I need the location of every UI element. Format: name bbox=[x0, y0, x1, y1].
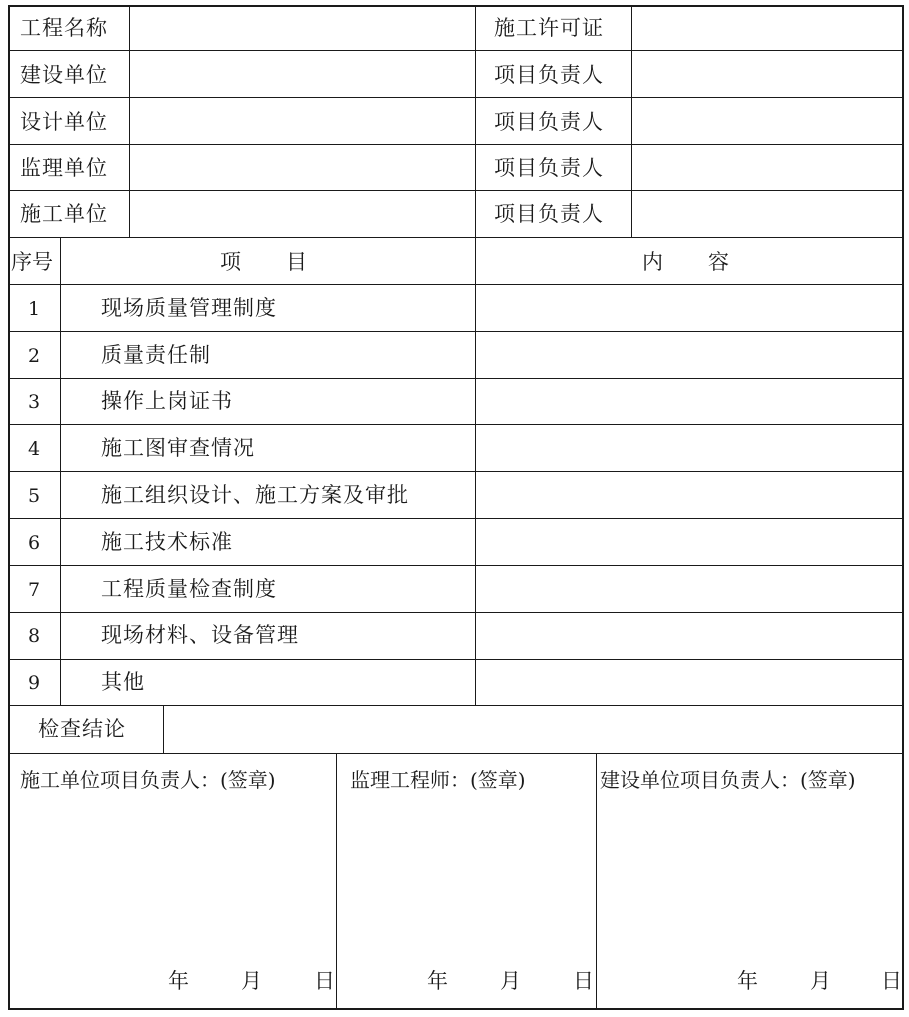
grid-line bbox=[8, 518, 904, 519]
row-item: 工程质量检查制度 bbox=[101, 577, 277, 601]
row-item: 施工图审查情况 bbox=[101, 436, 255, 460]
design-unit-label: 设计单位 bbox=[20, 110, 108, 134]
grid-line bbox=[129, 5, 130, 237]
grid-line bbox=[8, 705, 904, 706]
row-item: 其他 bbox=[101, 670, 145, 694]
row-seq: 7 bbox=[27, 579, 41, 601]
row-seq: 9 bbox=[27, 672, 41, 694]
row-item: 现场材料、设备管理 bbox=[101, 623, 299, 647]
grid-line bbox=[8, 284, 904, 285]
contractor-signature-label: 施工单位项目负责人：(签章) bbox=[20, 768, 276, 792]
grid-line bbox=[336, 753, 337, 1010]
owner-signature-label: 建设单位项目负责人：(签章) bbox=[600, 768, 856, 792]
supervisor-signature-label: 监理工程师：(签章) bbox=[350, 768, 526, 792]
row-seq: 4 bbox=[27, 438, 41, 460]
grid-line bbox=[596, 753, 597, 1010]
grid-line bbox=[8, 237, 904, 238]
conclusion-label: 检查结论 bbox=[38, 717, 126, 741]
grid-line bbox=[631, 5, 632, 237]
project-name-label: 工程名称 bbox=[20, 16, 108, 40]
grid-line bbox=[8, 612, 904, 613]
row-seq: 3 bbox=[27, 391, 41, 413]
col-item-header: 项 目 bbox=[220, 250, 308, 274]
row-item: 施工技术标准 bbox=[101, 530, 233, 554]
row-item: 操作上岗证书 bbox=[101, 389, 233, 413]
date-day: 日 bbox=[573, 969, 595, 993]
supervision-manager-label: 项目负责人 bbox=[494, 156, 604, 180]
grid-line bbox=[8, 659, 904, 660]
grid-line bbox=[8, 565, 904, 566]
grid-line bbox=[8, 97, 904, 98]
row-seq: 5 bbox=[27, 485, 41, 507]
construction-manager-label: 项目负责人 bbox=[494, 202, 604, 226]
grid-line bbox=[60, 237, 61, 705]
grid-line bbox=[8, 753, 904, 754]
row-seq: 6 bbox=[27, 532, 41, 554]
col-content-header: 内 容 bbox=[642, 250, 730, 274]
date-month: 月 bbox=[810, 969, 832, 993]
row-seq: 2 bbox=[27, 345, 41, 367]
date-month: 月 bbox=[241, 969, 263, 993]
date-month: 月 bbox=[500, 969, 522, 993]
row-item: 质量责任制 bbox=[101, 343, 211, 367]
date-year: 年 bbox=[427, 969, 449, 993]
date-year: 年 bbox=[737, 969, 759, 993]
grid-line bbox=[8, 331, 904, 332]
date-day: 日 bbox=[881, 969, 903, 993]
grid-line bbox=[8, 144, 904, 145]
row-seq: 8 bbox=[27, 625, 41, 647]
grid-line bbox=[8, 424, 904, 425]
grid-line bbox=[8, 471, 904, 472]
date-day: 日 bbox=[314, 969, 336, 993]
design-manager-label: 项目负责人 bbox=[494, 110, 604, 134]
owner-unit-label: 建设单位 bbox=[20, 63, 108, 87]
col-seq-header: 序号 bbox=[11, 250, 53, 274]
date-year: 年 bbox=[168, 969, 190, 993]
grid-line bbox=[475, 5, 476, 705]
grid-line bbox=[8, 190, 904, 191]
grid-line bbox=[8, 378, 904, 379]
owner-manager-label: 项目负责人 bbox=[494, 63, 604, 87]
permit-label: 施工许可证 bbox=[494, 16, 604, 40]
supervision-unit-label: 监理单位 bbox=[20, 156, 108, 180]
construction-unit-label: 施工单位 bbox=[20, 202, 108, 226]
grid-line bbox=[163, 705, 164, 753]
row-item: 现场质量管理制度 bbox=[101, 296, 277, 320]
row-item: 施工组织设计、施工方案及审批 bbox=[101, 483, 409, 507]
row-seq: 1 bbox=[27, 298, 41, 320]
grid-line bbox=[8, 50, 904, 51]
